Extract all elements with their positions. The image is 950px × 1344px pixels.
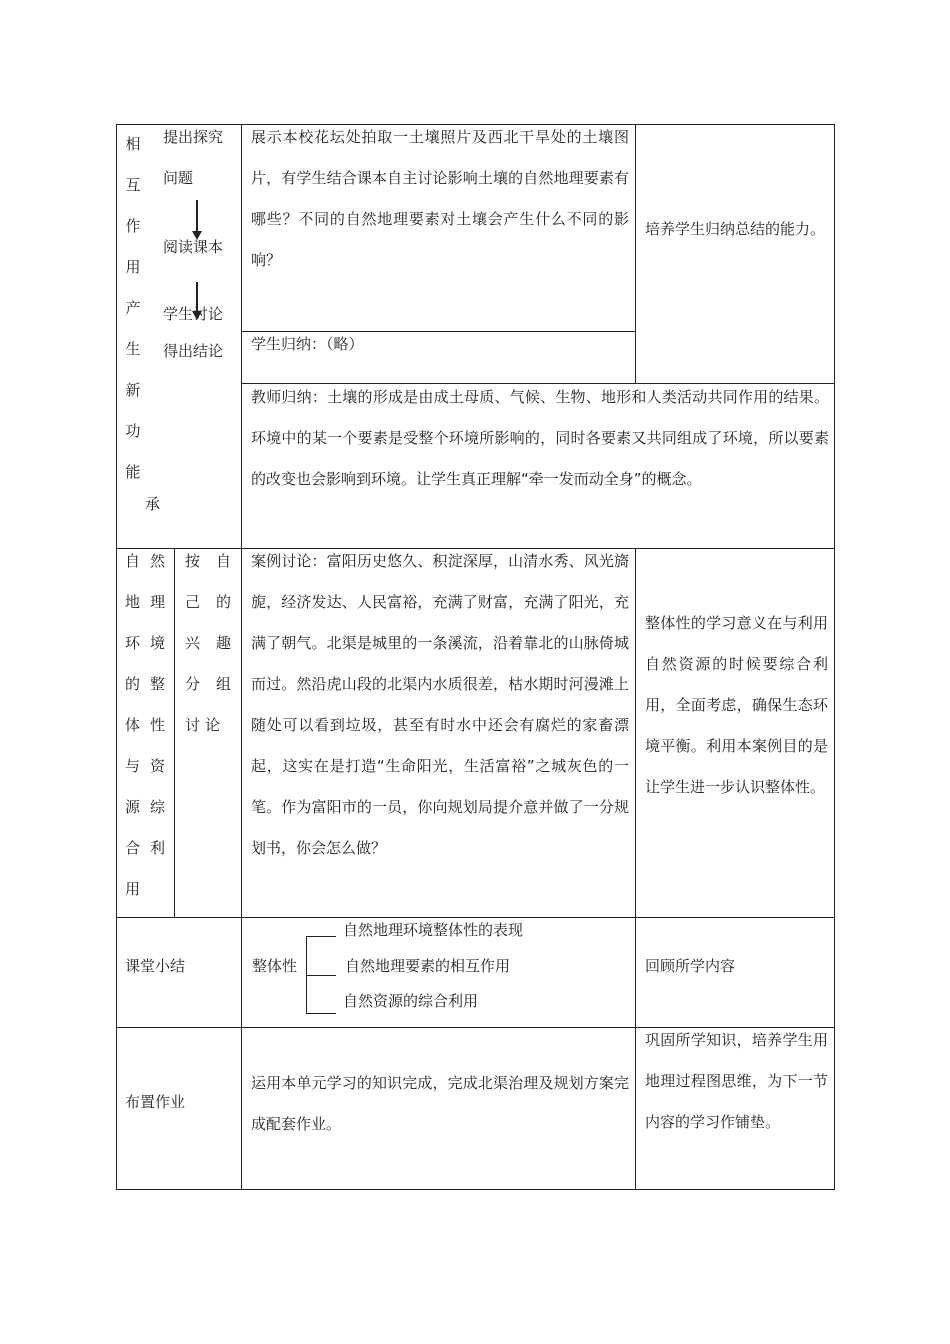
process-step-discuss [163, 296, 223, 370]
tree-branch-line [306, 936, 336, 937]
summary-tree-branch: 自然资源的综合利用 [343, 992, 479, 1010]
title-char: 然 [150, 552, 166, 570]
col-divider-s2-a [174, 548, 175, 918]
summary-tree-branch: 自然地理要素的相互作用 [345, 957, 511, 975]
summary-tree-root: 整体性 [252, 957, 298, 975]
title-char: 境 [150, 634, 166, 652]
section4-activity: 运用本单元学习的知识完成，完成北渠治理及规划方案完成配套作业。 [251, 1074, 629, 1133]
summary-tree-branch: 自然地理环境整体性的表现 [343, 921, 524, 939]
section1-title-char: 生 [125, 340, 141, 358]
table-border-right [834, 124, 835, 1190]
tree-branch-line [306, 975, 336, 976]
section1-title-char: 新 [125, 381, 141, 399]
section1-title-tail: 承 [145, 495, 161, 513]
section1-title-char: 能 [125, 463, 141, 481]
title-char: 环 [125, 634, 141, 652]
process-char: 兴 [185, 634, 201, 652]
section4-intent: 巩固所学知识，培养学生用地理过程图思维，为下一节内容的学习作铺垫。 [645, 1031, 828, 1131]
process-char: 己 [185, 593, 201, 611]
section1-title-char: 相 [125, 135, 141, 153]
section1-activity: 展示本校花坛处拍取一土壤照片及西北干旱处的土壤图片，有学生结合课本自主讨论影响土壤的自然地理要素有哪些？不同的自然地理要素对土壤会产生什么不同的影响？ [251, 128, 629, 269]
process-step-line: 提出探究 [163, 128, 224, 146]
section1-title-char: 功 [125, 422, 141, 440]
col-divider-s2-b [241, 548, 242, 1190]
title-char: 性 [150, 716, 166, 734]
process-step-line: 学生讨论 [163, 305, 224, 323]
title-char: 地 [125, 593, 141, 611]
title-char: 的 [125, 675, 141, 693]
title-char: 整 [150, 675, 166, 693]
title-char: 理 [150, 593, 166, 611]
title-char: 合 [125, 839, 141, 857]
process-char: 论 [205, 716, 221, 734]
section1-title-char: 用 [125, 258, 141, 276]
col-divider-s1-a [241, 124, 242, 549]
section1-teacher-summary: 教师归纳：土壤的形成是由成土母质、气候、生物、地形和人类活动共同作用的结果。环境中的某一个要素是受整个环境所影响的，同时各要素又共同组成了环境，所以要素的改变也会影响到环境。让学生真正理解“牵一发而动全身”的概念。 [251, 388, 829, 488]
tree-branch-line [306, 1013, 336, 1014]
process-char: 组 [216, 675, 232, 693]
title-char: 用 [125, 880, 141, 898]
title-char: 与 [125, 757, 141, 775]
process-char: 的 [216, 593, 232, 611]
process-char: 按 [185, 552, 201, 570]
process-step-line: 问题 [163, 169, 194, 187]
title-char: 体 [125, 716, 141, 734]
section4-title: 布置作业 [125, 1093, 186, 1111]
title-char: 综 [150, 798, 166, 816]
title-char: 自 [125, 552, 141, 570]
table-border-left [116, 124, 117, 1190]
section3-intent: 回顾所学内容 [645, 957, 736, 975]
process-char: 分 [185, 675, 201, 693]
col-divider-s1-b [635, 124, 636, 383]
table-border-bottom [116, 1189, 835, 1190]
process-char: 自 [216, 552, 232, 570]
title-char: 利 [150, 839, 166, 857]
section1-title-char: 产 [125, 299, 141, 317]
process-char: 讨 [185, 716, 201, 734]
section1-title-char: 作 [125, 217, 141, 235]
title-char: 资 [150, 757, 166, 775]
process-step-read: 阅读课本 [163, 238, 224, 256]
section2-activity: 案例讨论：富阳历史悠久、积淀深厚，山清水秀、风光旖旎，经济发达、人民富裕，充满了财富，充满了阳光，充满了朝气。北渠是城里的一条溪流，沿着靠北的山脉倚城而过。然沿虎山段的北渠内水质很差，枯水期时河漫滩上随处可以看到垃圾，甚至有时水中还会有腐烂的家畜漂起，这实在是打造“生命阳光，生活富裕”之城灰色的一笔。作为富阳市的一员，你向规划局提介意并做了一分规划书，你会怎么做？ [251, 552, 629, 857]
section1-title-char: 互 [125, 176, 141, 194]
section3-title: 课堂小结 [125, 957, 186, 975]
section1-student-summary: 学生归纳：（略） [251, 335, 364, 353]
process-char: 趣 [216, 634, 232, 652]
title-char: 源 [125, 798, 141, 816]
section1-intent: 培养学生归纳总结的能力。 [645, 220, 826, 238]
process-step-line: 得出结论 [163, 342, 224, 360]
col-divider-s2-c [635, 548, 636, 1190]
process-step-explore [163, 117, 223, 199]
section2-intent: 整体性的学习意义在与利用自然资源的时候要综合利用，全面考虑，确保生态环境平衡。利用本案例目的是让学生进一步认识整体性。 [645, 614, 828, 796]
